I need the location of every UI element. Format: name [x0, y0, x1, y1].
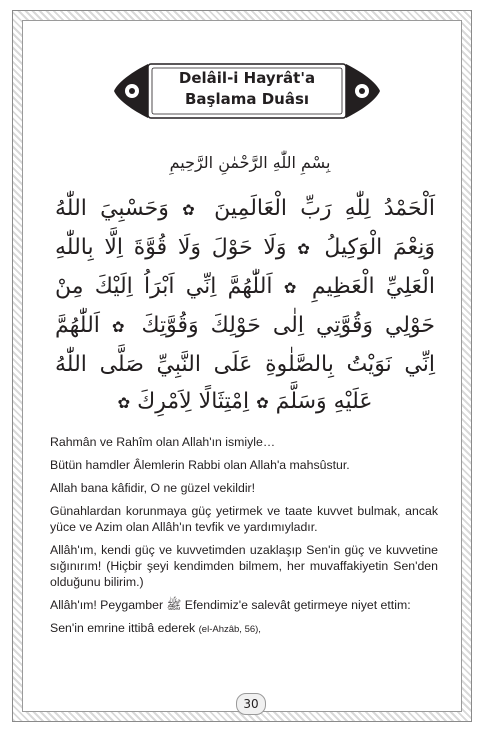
- translation-paragraph: [50, 597, 438, 613]
- basmala-icon: [150, 140, 350, 180]
- translation-paragraph: Rahmân ve Rahîm olan Allah'ın ismiyle…: [50, 435, 276, 449]
- separator-icon: ✿: [297, 240, 314, 258]
- translation-paragraph: Allah bana kâfidir, O ne güzel vekildir!: [50, 481, 256, 495]
- translation-paragraph: Bütün hamdler Âlemlerin Rabbi olan Allah'a mahsûstur.: [50, 458, 350, 472]
- translation-text: Efendimiz'e salevât getirmeye niyet ettim:: [184, 598, 411, 612]
- title-line-2: Başlama Duâsı: [184, 90, 310, 108]
- page-number: 30: [236, 693, 266, 715]
- title-cartouche: [112, 62, 382, 120]
- translation-paragraph: Günahlardan korunmaya güç yetirmek ve taate kuvvet bulmak, ancak yüce ve Azim olan Allâh'ın tevfik ve yardımıyladır.: [50, 504, 438, 534]
- turkish-translation: [50, 434, 438, 645]
- separator-icon: ✿: [182, 201, 201, 219]
- separator-icon: ✿: [111, 318, 130, 336]
- arabic-segment-3: وَلَا حَوْلَ وَلَا قُوَّةَ اِلَّا بِاللّٰهِ الْعَلِيِّ الْعَظِيمِ: [55, 235, 435, 299]
- arabic-segment-6: اِمْتِثَالًا لِاَمْرِكَ: [137, 389, 250, 414]
- translation-paragraph: Allâh'ım, kendi güç ve kuvvetimden uzaklaşıp Sen'in güç ve kuvvetine sığınırım! (Hiçbir şeyi kendimden bilmem, her muvaffakiyetin Sen'den olduğunu bilirim.): [50, 543, 438, 589]
- arabic-segment-5: اَللّٰهُمَّ اِنِّي نَوَيْتُ بِالصَّلٰوةِ عَلَى النَّبِيِّ صَلَّى اللّٰهُ عَلَيْهِ وَسَلَّمَ: [55, 313, 435, 414]
- separator-icon: ✿: [117, 394, 131, 412]
- separator-icon: ✿: [256, 394, 269, 412]
- arabic-segment-4: اَللّٰهُمَّ اِنِّي اَبْرَاُ اِلَيْكَ مِنْ حَوْلِي وَقُوَّتِي اِلٰى حَوْلِكَ وَقُوَّتِكَ: [55, 274, 435, 338]
- translation-paragraph: [50, 620, 438, 638]
- source-citation: (el-Ahzâb, 56),: [198, 624, 261, 635]
- honorific-icon: ﷺ: [166, 598, 182, 612]
- title-line-1: Delâil-i Hayrât'a: [178, 69, 316, 87]
- arabic-prayer-text: [55, 190, 435, 422]
- translation-text: Allâh'ım! Peygamber: [50, 598, 164, 612]
- basmala-text: بِسْمِ اللّٰهِ الرَّحْمٰنِ الرَّحِيمِ: [169, 153, 331, 172]
- arabic-segment-2: وَحَسْبِيَ اللّٰهُ وَنِعْمَ الْوَكِيلُ: [55, 196, 436, 260]
- basmala-calligraphy: [150, 140, 350, 180]
- arabic-segment-1: اَلْحَمْدُ لِلّٰهِ رَبِّ الْعَالَمِينَ: [214, 196, 436, 221]
- separator-icon: ✿: [283, 279, 301, 297]
- translation-text: Sen'in emrine ittibâ ederek: [50, 621, 196, 635]
